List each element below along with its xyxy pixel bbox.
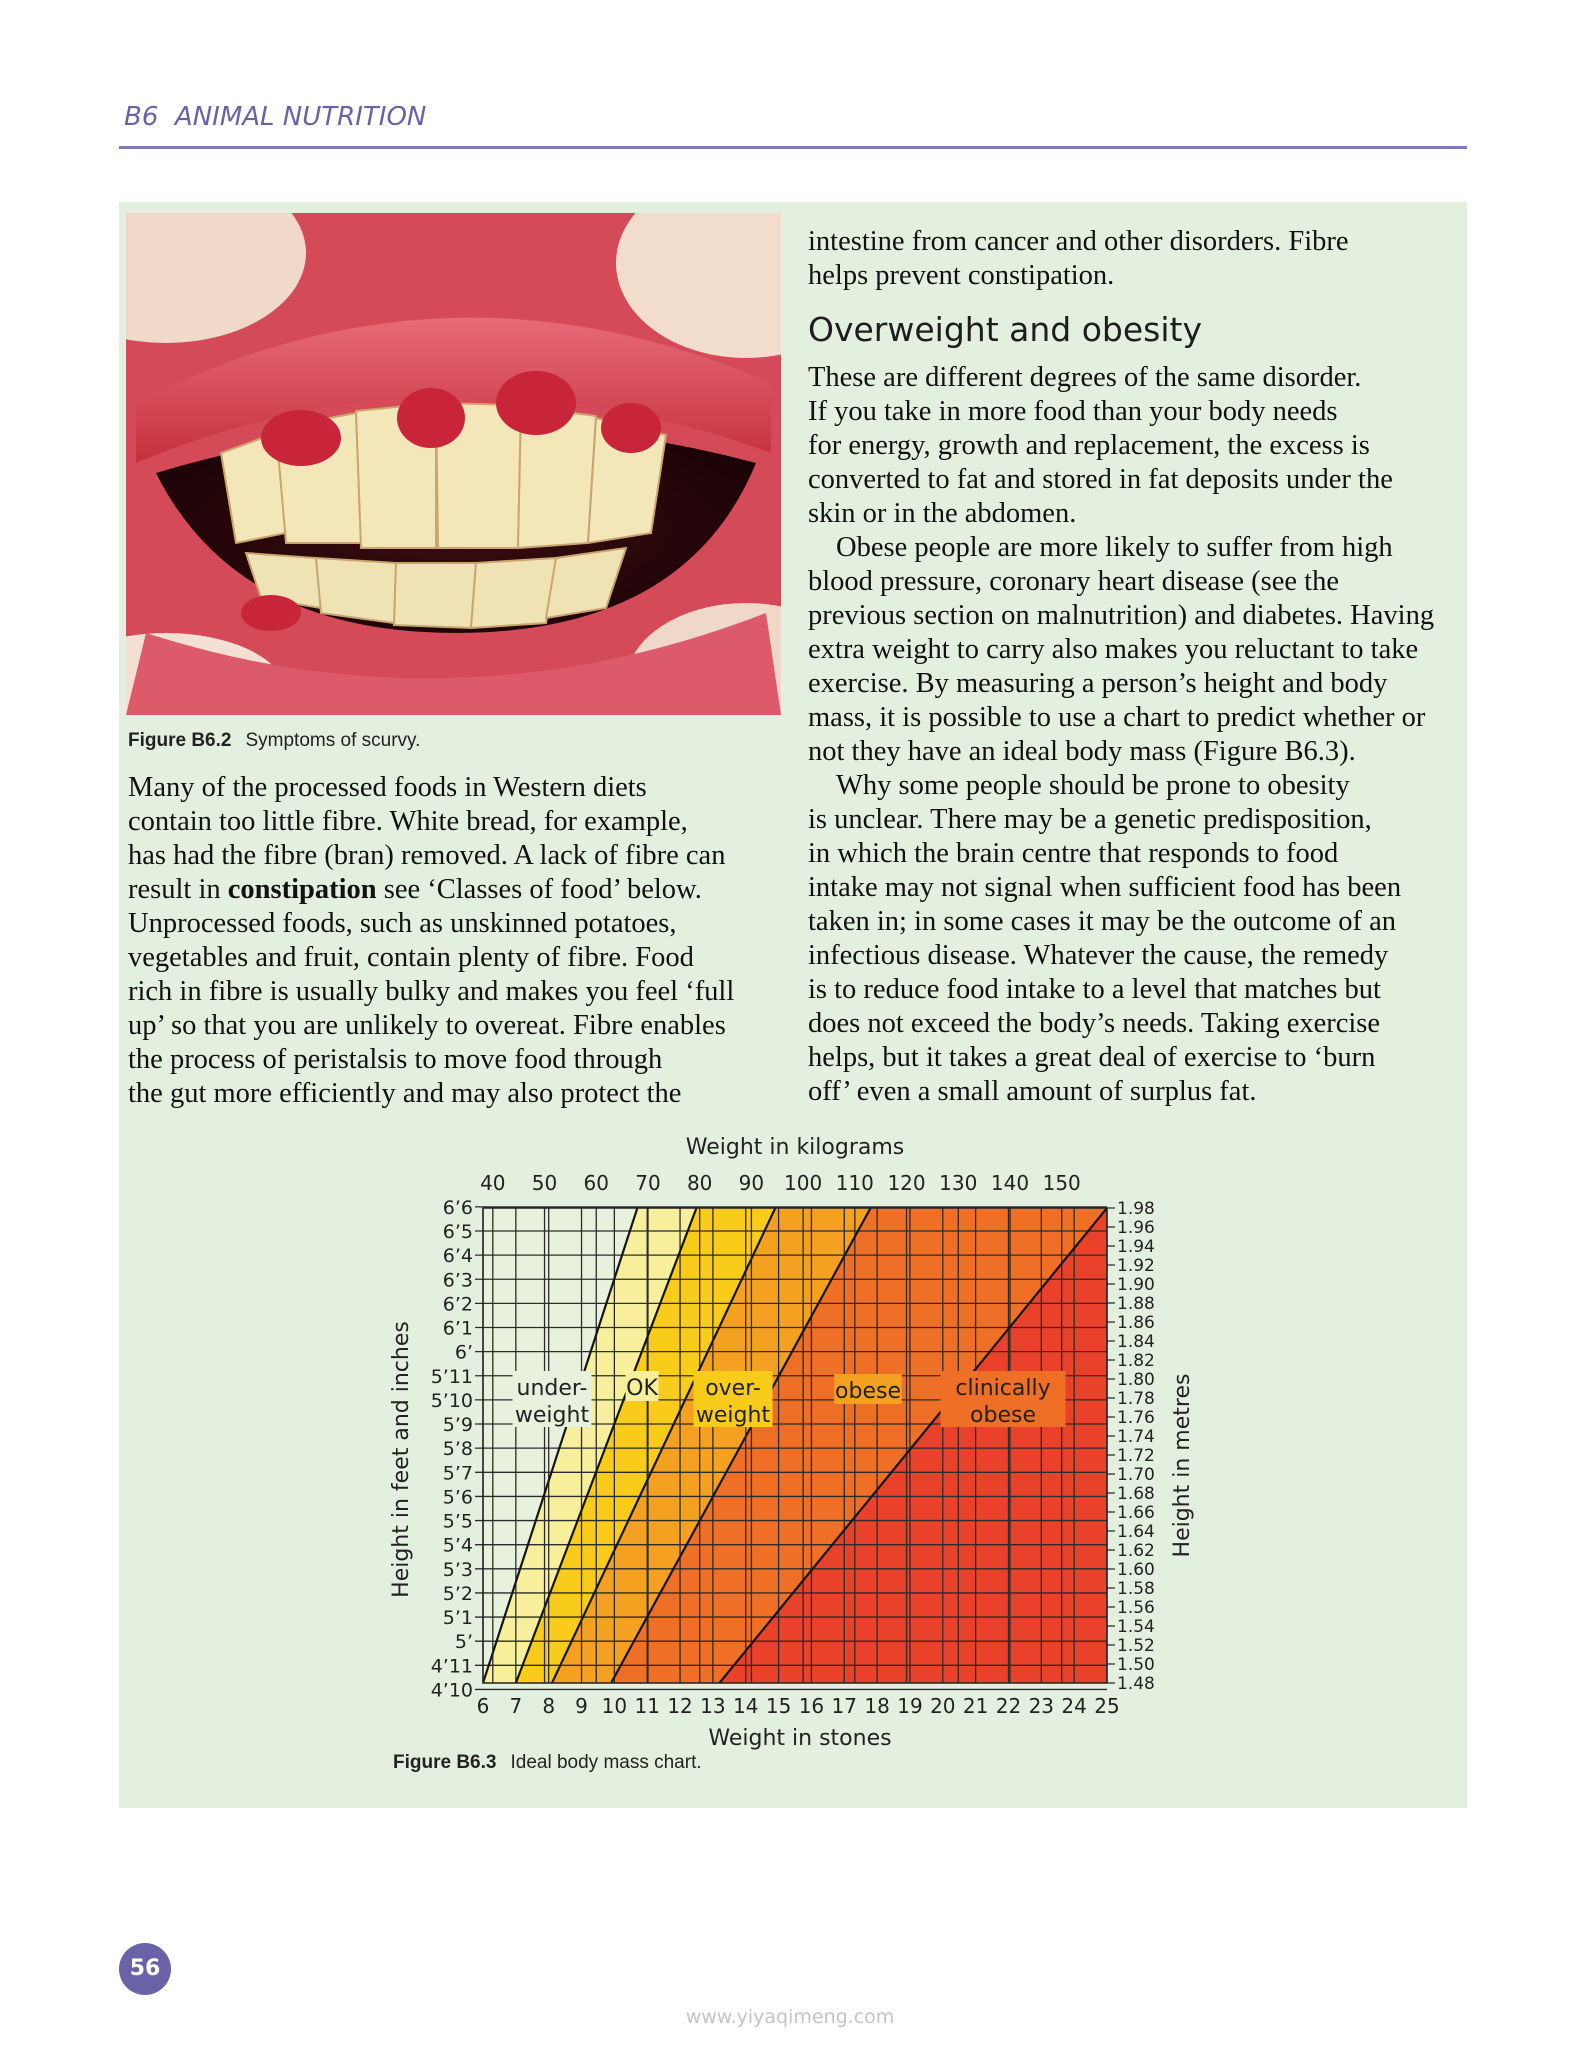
text-line: intake may not signal when sufficient food has been xyxy=(808,872,1402,903)
text-line: converted to fat and stored in fat deposits under the xyxy=(808,464,1393,495)
stone-tick-label: 13 xyxy=(700,1694,726,1718)
footer-url: www.yiyaqimeng.com xyxy=(685,2006,895,2028)
text-line: is to reduce food intake to a level that matches but xyxy=(808,974,1381,1005)
text-line: the process of peristalsis to move food through xyxy=(128,1044,663,1075)
feet-tick-label: 6’ xyxy=(454,1341,473,1364)
stone-tick-label: 23 xyxy=(1028,1694,1055,1718)
x-axis-title-top: Weight in kilograms xyxy=(685,1135,905,1160)
stone-tick-label: 21 xyxy=(962,1694,989,1718)
right-column-text xyxy=(808,361,1434,1109)
text-line: helps, but it takes a great deal of exercise to ‘burn xyxy=(808,1042,1376,1073)
metre-tick-label: 1.92 xyxy=(1117,1256,1155,1276)
text-line: for energy, growth and replacement, the excess is xyxy=(808,430,1370,461)
metre-tick-label: 1.48 xyxy=(1117,1674,1155,1694)
text-line: These are different degrees of the same disorder. xyxy=(808,362,1362,393)
feet-tick-label: 4’10 xyxy=(430,1679,473,1702)
text-line: infectious disease. Whatever the cause, the remedy xyxy=(808,940,1389,971)
y-axis-title-right: Height in metres xyxy=(1170,1373,1195,1558)
text-line: previous section on malnutrition) and diabetes. Having xyxy=(808,600,1435,631)
feet-tick-label: 5’ xyxy=(454,1631,473,1654)
kg-tick-label: 40 xyxy=(480,1171,506,1195)
metre-tick-label: 1.82 xyxy=(1117,1351,1155,1371)
stone-tick-label: 6 xyxy=(476,1694,490,1718)
text-line: blood pressure, coronary heart disease (see the xyxy=(808,566,1339,597)
text-line: off’ even a small amount of surplus fat. xyxy=(808,1076,1257,1107)
text-line: does not exceed the body’s needs. Taking exercise xyxy=(808,1008,1381,1039)
feet-tick-label: 5’6 xyxy=(442,1486,473,1509)
stone-tick-label: 22 xyxy=(995,1694,1022,1718)
figure-label: Figure B6.3 xyxy=(393,1752,497,1773)
metre-tick-label: 1.56 xyxy=(1117,1598,1155,1618)
metre-tick-label: 1.98 xyxy=(1117,1199,1155,1219)
figure-caption-text: Ideal body mass chart. xyxy=(510,1752,702,1773)
header-rule xyxy=(119,146,1467,149)
right-column-continuation xyxy=(808,225,1349,293)
text-line: is unclear. There may be a genetic predisposition, xyxy=(808,804,1372,835)
feet-tick-label: 6’3 xyxy=(442,1269,473,1292)
band-label: obese xyxy=(835,1379,901,1404)
stone-tick-label: 25 xyxy=(1094,1694,1120,1718)
feet-tick-label: 6’4 xyxy=(442,1245,473,1268)
kg-tick-label: 60 xyxy=(583,1171,609,1195)
text-line: exercise. By measuring a person’s height and body xyxy=(808,668,1388,699)
text-line: Why some people should be prone to obesity xyxy=(836,770,1350,801)
page-number: 56 xyxy=(119,1943,171,1995)
feet-tick-label: 5’10 xyxy=(430,1389,473,1412)
kg-tick-label: 90 xyxy=(738,1171,765,1195)
feet-tick-label: 4’11 xyxy=(430,1655,473,1678)
figure-label: Figure B6.2 xyxy=(128,730,232,751)
chapter-title: ANIMAL NUTRITION xyxy=(174,102,427,132)
kg-tick-label: 50 xyxy=(531,1171,558,1195)
stone-tick-label: 17 xyxy=(831,1694,857,1718)
text-run: see ‘Classes of food’ below. xyxy=(376,874,702,905)
stone-tick-label: 7 xyxy=(509,1694,523,1718)
metre-tick-label: 1.58 xyxy=(1117,1579,1155,1599)
feet-tick-label: 5’7 xyxy=(442,1462,473,1485)
text-line: Many of the processed foods in Western diets xyxy=(128,772,647,803)
kg-tick-label: 80 xyxy=(686,1171,713,1195)
y-axis-title-left: Height in feet and inches xyxy=(389,1321,414,1598)
metre-tick-label: 1.96 xyxy=(1117,1218,1155,1238)
kg-tick-label: 120 xyxy=(887,1171,926,1195)
metre-tick-label: 1.66 xyxy=(1117,1503,1155,1523)
stone-tick-label: 14 xyxy=(733,1694,759,1718)
metre-tick-label: 1.72 xyxy=(1117,1446,1155,1466)
metre-tick-label: 1.78 xyxy=(1117,1389,1155,1409)
body-mass-chart-svg xyxy=(380,1130,1220,1790)
text-line: not they have an ideal body mass (Figure B6.3). xyxy=(808,736,1356,767)
metre-tick-label: 1.76 xyxy=(1117,1408,1155,1428)
section-heading: Overweight and obesity xyxy=(808,310,1202,349)
kg-tick-label: 140 xyxy=(990,1171,1030,1195)
feet-tick-label: 5’11 xyxy=(430,1365,473,1388)
band-label: obese xyxy=(970,1403,1036,1428)
feet-tick-label: 6’1 xyxy=(442,1317,473,1340)
metre-tick-label: 1.68 xyxy=(1117,1484,1155,1504)
stone-tick-label: 10 xyxy=(601,1694,628,1718)
text-line: rich in fibre is usually bulky and makes you feel ‘full xyxy=(128,976,735,1007)
feet-tick-label: 6’6 xyxy=(442,1196,473,1219)
feet-tick-label: 5’8 xyxy=(442,1438,473,1461)
feet-tick-label: 5’9 xyxy=(442,1414,473,1437)
text-line: taken in; in some cases it may be the outcome of an xyxy=(808,906,1397,937)
band-label: weight xyxy=(695,1403,771,1428)
metre-tick-label: 1.60 xyxy=(1117,1560,1155,1580)
feet-tick-label: 5’2 xyxy=(442,1582,473,1605)
kg-tick-label: 150 xyxy=(1042,1171,1081,1195)
metre-tick-label: 1.80 xyxy=(1117,1370,1155,1390)
scurvy-photo xyxy=(126,213,781,715)
metre-tick-label: 1.86 xyxy=(1117,1313,1155,1333)
metre-tick-label: 1.50 xyxy=(1117,1655,1155,1675)
stone-tick-label: 15 xyxy=(765,1694,792,1718)
stone-tick-label: 20 xyxy=(930,1694,956,1718)
band-label: over- xyxy=(705,1376,761,1401)
feet-tick-label: 5’5 xyxy=(442,1510,473,1533)
text-line: helps prevent constipation. xyxy=(808,260,1115,291)
figure-b6-2-caption xyxy=(128,730,420,752)
kg-tick-label: 110 xyxy=(835,1171,874,1195)
stone-tick-label: 9 xyxy=(575,1694,588,1718)
metre-tick-label: 1.64 xyxy=(1117,1522,1155,1542)
feet-tick-label: 6’2 xyxy=(442,1293,473,1316)
running-header xyxy=(124,102,426,132)
band-label: under- xyxy=(516,1376,588,1401)
text-line: extra weight to carry also makes you reluctant to take xyxy=(808,634,1419,665)
band-label: clinically xyxy=(955,1376,1051,1401)
metre-tick-label: 1.74 xyxy=(1117,1427,1155,1447)
text-line: mass, it is possible to use a chart to predict whether or xyxy=(808,702,1426,733)
stone-tick-label: 19 xyxy=(897,1694,923,1718)
feet-tick-label: 5’4 xyxy=(442,1534,473,1557)
term-constipation: constipation xyxy=(227,874,377,905)
stone-tick-label: 11 xyxy=(634,1694,660,1718)
text-line: Obese people are more likely to suffer from high xyxy=(836,532,1393,563)
band-label: OK xyxy=(626,1376,658,1401)
metre-tick-label: 1.70 xyxy=(1117,1465,1155,1485)
metre-tick-label: 1.94 xyxy=(1117,1237,1155,1257)
text-line: has had the fibre (bran) removed. A lack of fibre can xyxy=(128,840,726,871)
kg-tick-label: 130 xyxy=(939,1171,978,1195)
feet-tick-label: 5’3 xyxy=(442,1558,473,1581)
kg-tick-label: 100 xyxy=(784,1171,823,1195)
left-column-text xyxy=(128,771,734,1111)
metre-tick-label: 1.52 xyxy=(1117,1636,1155,1656)
feet-tick-label: 5’1 xyxy=(442,1607,473,1630)
metre-tick-label: 1.90 xyxy=(1117,1275,1155,1295)
stone-tick-label: 18 xyxy=(864,1694,890,1718)
text-line: intestine from cancer and other disorders. Fibre xyxy=(808,226,1349,257)
metre-tick-label: 1.88 xyxy=(1117,1294,1155,1314)
metre-tick-label: 1.62 xyxy=(1117,1541,1155,1561)
chapter-code: B6 xyxy=(124,102,159,132)
stone-tick-label: 16 xyxy=(798,1694,825,1718)
metre-tick-label: 1.54 xyxy=(1117,1617,1155,1637)
text-line: Unprocessed foods, such as unskinned potatoes, xyxy=(128,908,677,939)
text-run: result in xyxy=(128,874,228,905)
body-mass-chart xyxy=(380,1130,1220,1794)
metre-tick-label: 1.84 xyxy=(1117,1332,1155,1352)
figure-caption-text: Symptoms of scurvy. xyxy=(245,730,421,751)
text-line xyxy=(128,873,734,907)
feet-tick-label: 6’5 xyxy=(442,1220,473,1243)
stone-tick-label: 12 xyxy=(667,1694,693,1718)
text-line: up’ so that you are unlikely to overeat. Fibre enables xyxy=(128,1010,726,1041)
text-line: contain too little fibre. White bread, for example, xyxy=(128,806,688,837)
text-line: If you take in more food than your body needs xyxy=(808,396,1338,427)
stone-tick-label: 24 xyxy=(1061,1694,1087,1718)
figure-b6-3-caption xyxy=(393,1752,702,1774)
stone-tick-label: 8 xyxy=(542,1694,556,1718)
text-line: vegetables and fruit, contain plenty of fibre. Food xyxy=(128,942,694,973)
kg-tick-label: 70 xyxy=(635,1171,661,1195)
band-label: weight xyxy=(514,1403,590,1428)
text-line: the gut more efficiently and may also protect the xyxy=(128,1078,682,1109)
x-axis-title-bottom: Weight in stones xyxy=(708,1726,892,1751)
text-line: skin or in the abdomen. xyxy=(808,498,1077,529)
text-line: in which the brain centre that responds to food xyxy=(808,838,1339,869)
